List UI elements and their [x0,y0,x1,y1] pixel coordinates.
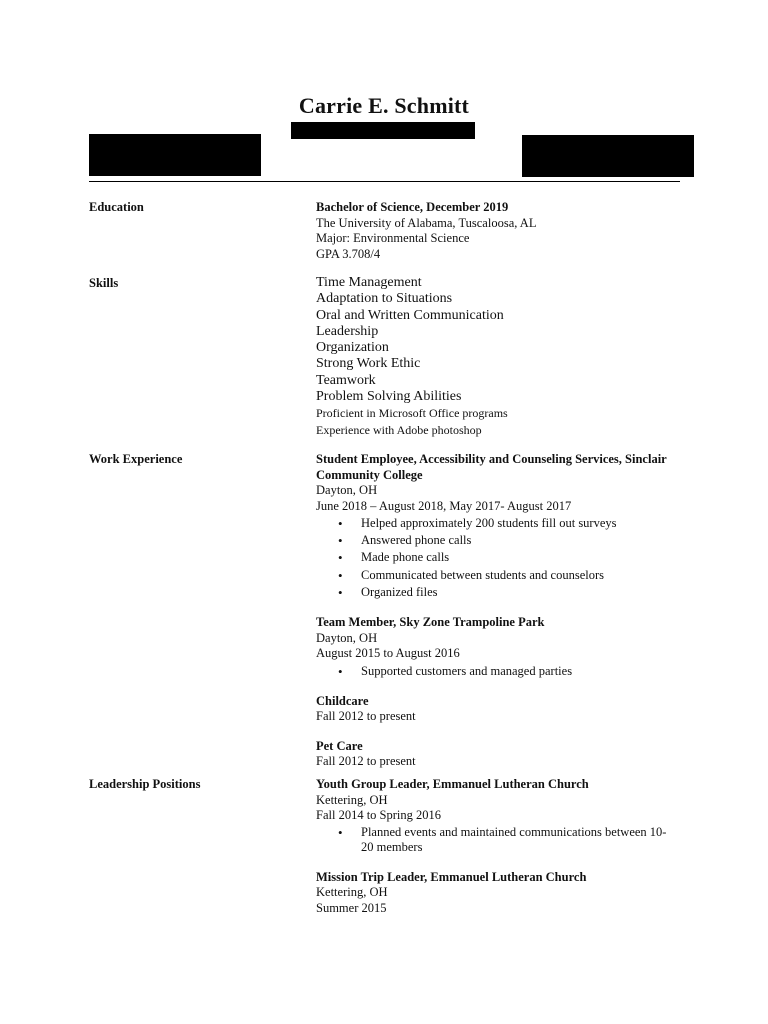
work-content [316,452,676,770]
job-location: Dayton, OH [316,483,378,497]
job-bullet: • Answered phone calls [316,532,676,549]
skill-item: Strong Work Ethic [316,356,421,372]
job-bullet: • Communicated between students and counselors [316,567,676,584]
gpa: GPA 3.708/4 [316,246,381,261]
job-dates: August 2015 to August 2016 [316,646,460,661]
school: The University of Alabama, Tuscaloosa, AL [316,215,537,230]
job-dates: Fall 2012 to present [316,709,416,724]
role-dates: Fall 2014 to Spring 2016 [316,808,442,822]
job-title: Pet Care [316,738,363,753]
job-bullets [316,663,676,680]
degree: Bachelor of Science, December 2019 [316,200,509,214]
job-bullets [316,515,676,601]
section-label-education: Education [89,200,144,214]
job-bullet: • Helped approximately 200 students fill out surveys [316,515,676,532]
job-title: Team Member, Sky Zone Trampoline Park [316,615,545,630]
applicant-name: Carrie E. Schmitt [298,93,470,118]
role-location: Kettering, OH [316,792,388,807]
skill-item: Oral and Written Communication [316,307,504,323]
job-bullet: • Supported customers and managed parties [316,663,676,680]
redacted-block-phone [522,135,694,177]
section-label-leadership: Leadership Positions [89,777,201,791]
job-bullet: • Organized files [316,584,676,601]
role-bullets [316,825,676,856]
role-title: Youth Group Leader, Emmanuel Lutheran Church [316,777,589,791]
job-title: Student Employee, Accessibility and Counseling Services, Sinclair Community College [316,452,667,482]
redacted-block-address [89,134,261,176]
skills-content [316,275,676,438]
job-title: Childcare [316,693,369,708]
job-dates: Fall 2012 to present [316,754,416,769]
role-title: Mission Trip Leader, Emmanuel Lutheran Church [316,869,587,884]
skill-item: Teamwork [316,372,376,388]
section-label-work: Work Experience [89,452,183,466]
skill-item-small: Experience with Adobe photoshop [316,422,482,437]
section-label-skills: Skills [89,276,119,290]
education-content [316,200,676,262]
skill-item-small: Proficient in Microsoft Office programs [316,406,508,421]
redacted-block-contact [291,122,475,139]
skill-item: Organization [316,340,389,356]
skill-item: Adaptation to Situations [316,291,453,307]
leadership-content [316,777,676,916]
skill-item: Problem Solving Abilities [316,389,462,405]
role-location: Kettering, OH [316,885,388,899]
job-location: Dayton, OH [316,630,378,645]
job-dates: June 2018 – August 2018, May 2017- August 2017 [316,498,572,513]
skill-item: Leadership [316,323,379,339]
role-bullet: • Planned events and maintained communications between 10-20 members [316,825,676,856]
major: Major: Environmental Science [316,231,470,245]
header-divider [89,181,680,182]
role-dates: Summer 2015 [316,900,387,915]
job-bullet: • Made phone calls [316,549,676,566]
skill-item: Time Management [316,275,422,290]
